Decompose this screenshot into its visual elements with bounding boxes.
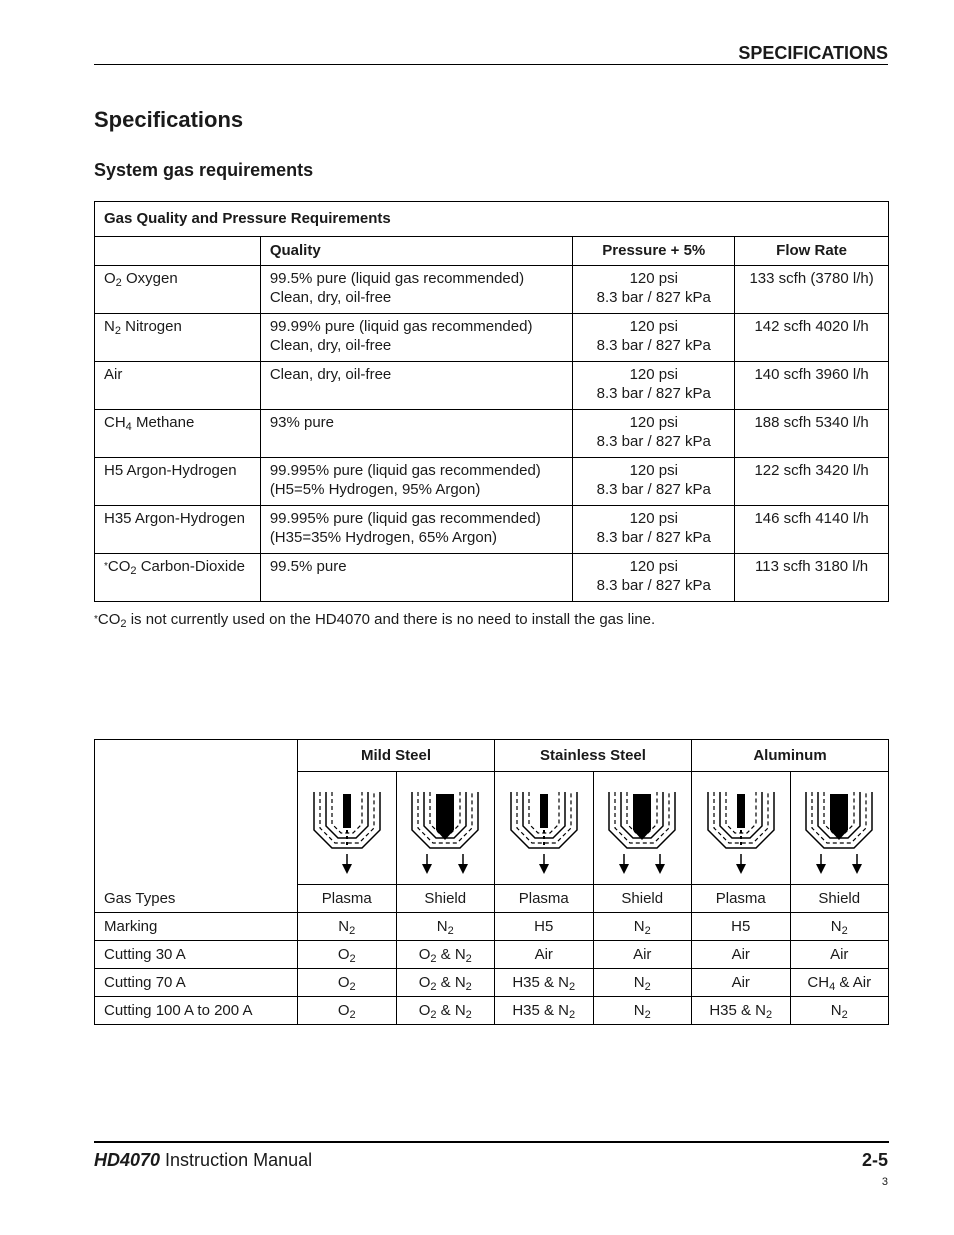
- header-pressure: Pressure + 5%: [573, 237, 735, 266]
- gas-type-cell: Plasma: [692, 885, 791, 913]
- shield-flow-icon: [396, 772, 495, 885]
- gas-quality: Clean, dry, oil-free: [260, 362, 573, 410]
- table-row: [95, 913, 889, 941]
- gas-cell: $N_2$: [593, 913, 692, 941]
- table-row: [95, 314, 889, 362]
- gas-type-cell: Shield: [396, 885, 495, 913]
- table-row: [95, 506, 889, 554]
- gas-flow-rate: 142 scfh 4020 l/h: [735, 314, 889, 362]
- gas-flow-rate: 122 scfh 3420 l/h: [735, 458, 889, 506]
- gas-quality: 99.995% pure (liquid gas recommended) (H35=35% Hydrogen, 65% Argon): [260, 506, 573, 554]
- table-row: [95, 969, 889, 997]
- gas-cell: $N_2$: [593, 997, 692, 1025]
- row-label: Cutting 70 A: [95, 969, 298, 997]
- gas-name: $CH_4$ Methane: [95, 410, 261, 458]
- header-rule: [94, 64, 888, 65]
- gas-cell: $N_2$: [593, 969, 692, 997]
- material-aluminum: Aluminum: [692, 740, 889, 772]
- gas-name: H5 Argon-Hydrogen: [95, 458, 261, 506]
- gas-type-cell: Shield: [790, 885, 889, 913]
- gas-type-cell: Plasma: [298, 885, 397, 913]
- gas-cell: Air: [692, 941, 791, 969]
- gas-cell: $N_2$: [790, 913, 889, 941]
- row-label: Marking: [95, 913, 298, 941]
- gas-name: H35 Argon-Hydrogen: [95, 506, 261, 554]
- gas-flow-rate: 113 scfh 3180 l/h: [735, 554, 889, 602]
- gas-cell: $CH_4$ & Air: [790, 969, 889, 997]
- gas-flow-rate: 188 scfh 5340 l/h: [735, 410, 889, 458]
- gas-name: $O_2$ Oxygen: [95, 266, 261, 314]
- row-label: Gas Types: [95, 885, 298, 913]
- gas-quality: 93% pure: [260, 410, 573, 458]
- header-quality: Quality: [260, 237, 573, 266]
- gas-pressure: 120 psi 8.3 bar / 827 kPa: [573, 554, 735, 602]
- gas-cell: H5: [692, 913, 791, 941]
- gas-cell: $O_2$: [298, 997, 397, 1025]
- plasma-flow-icon: [495, 772, 594, 885]
- table-caption: Gas Quality and Pressure Requirements: [95, 202, 889, 237]
- gas-name: $N_2$ Nitrogen: [95, 314, 261, 362]
- gas-quality: 99.995% pure (liquid gas recommended) (H5=5% Hydrogen, 95% Argon): [260, 458, 573, 506]
- plasma-flow-icon: [298, 772, 397, 885]
- gas-cell: $N_2$: [298, 913, 397, 941]
- page-header-title: SPECIFICATIONS: [738, 43, 888, 63]
- table-row: [95, 362, 889, 410]
- gas-quality: 99.99% pure (liquid gas recommended) Clean, dry, oil-free: [260, 314, 573, 362]
- page-number: 3: [881, 1176, 888, 1188]
- section-title: System gas requirements: [94, 160, 314, 180]
- material-gas-table: [94, 739, 889, 1025]
- table-row: [95, 997, 889, 1025]
- row-label: Cutting 100 A to 200 A: [95, 997, 298, 1025]
- row-label: Cutting 30 A: [95, 941, 298, 969]
- gas-cell: H5: [495, 913, 594, 941]
- gas-cell: $N_2$: [790, 997, 889, 1025]
- header-gas: [95, 237, 261, 266]
- gas-flow-rate: 146 scfh 4140 l/h: [735, 506, 889, 554]
- gas-requirements-table: [94, 201, 889, 602]
- footer-rule: [94, 1141, 889, 1143]
- header-flow-rate: Flow Rate: [735, 237, 889, 266]
- gas-cell: $O_2$ & $N_2$: [396, 969, 495, 997]
- gas-pressure: 120 psi 8.3 bar / 827 kPa: [573, 266, 735, 314]
- footnote: $*CO_2$ is not currently used on the HD4070 and there is no need to install the gas line.: [94, 611, 656, 630]
- gas-pressure: 120 psi 8.3 bar / 827 kPa: [573, 362, 735, 410]
- shield-flow-icon: [593, 772, 692, 885]
- table-row: [95, 410, 889, 458]
- table-row: [95, 554, 889, 602]
- gas-name: $*CO_2$ Carbon-Dioxide: [95, 554, 261, 602]
- material-stainless-steel: Stainless Steel: [495, 740, 692, 772]
- shield-flow-icon: [790, 772, 889, 885]
- gas-cell: $N_2$: [396, 913, 495, 941]
- page-title: Specifications: [94, 107, 244, 132]
- gas-type-cell: Plasma: [495, 885, 594, 913]
- gas-cell: Air: [495, 941, 594, 969]
- gas-quality: 99.5% pure: [260, 554, 573, 602]
- gas-cell: $O_2$ & $N_2$: [396, 997, 495, 1025]
- gas-pressure: 120 psi 8.3 bar / 827 kPa: [573, 410, 735, 458]
- gas-cell: H35 & $N_2$: [495, 969, 594, 997]
- gas-pressure: 120 psi 8.3 bar / 827 kPa: [573, 506, 735, 554]
- gas-quality: 99.5% pure (liquid gas recommended) Clean, dry, oil-free: [260, 266, 573, 314]
- gas-cell: $O_2$: [298, 969, 397, 997]
- gas-cell: Air: [593, 941, 692, 969]
- table-row: [95, 458, 889, 506]
- footer-manual-title: HD4070 Instruction Manual: [94, 1150, 313, 1170]
- gas-cell: H35 & $N_2$: [495, 997, 594, 1025]
- gas-cell: $O_2$: [298, 941, 397, 969]
- material-mild-steel: Mild Steel: [298, 740, 495, 772]
- table-row: [95, 266, 889, 314]
- gas-pressure: 120 psi 8.3 bar / 827 kPa: [573, 458, 735, 506]
- gas-pressure: 120 psi 8.3 bar / 827 kPa: [573, 314, 735, 362]
- gas-flow-rate: 133 scfh (3780 l/h): [735, 266, 889, 314]
- gas-cell: Air: [692, 969, 791, 997]
- corner-cell: [95, 740, 298, 885]
- table-row: [95, 941, 889, 969]
- gas-cell: $O_2$ & $N_2$: [396, 941, 495, 969]
- plasma-flow-icon: [692, 772, 791, 885]
- gas-cell: Air: [790, 941, 889, 969]
- footer-page-label: 2-5: [861, 1150, 888, 1170]
- gas-cell: H35 & $N_2$: [692, 997, 791, 1025]
- gas-flow-rate: 140 scfh 3960 l/h: [735, 362, 889, 410]
- gas-name: Air: [95, 362, 261, 410]
- gas-type-cell: Shield: [593, 885, 692, 913]
